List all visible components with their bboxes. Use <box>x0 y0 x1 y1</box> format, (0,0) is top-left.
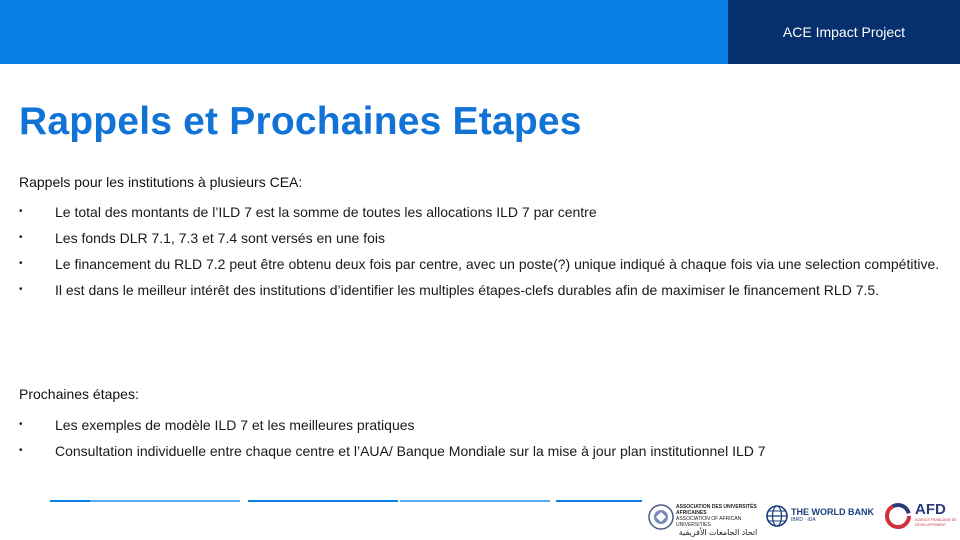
project-label-text: ACE Impact Project <box>782 24 906 40</box>
bullet-icon: • <box>19 232 23 243</box>
reminders-heading: Rappels pour les institutions à plusieurs CEA: <box>19 174 303 190</box>
list-item: • Les exemples de modèle ILD 7 et les meilleures pratiques <box>19 412 944 438</box>
bullet-icon: • <box>19 284 23 295</box>
divider-segment <box>556 500 642 502</box>
list-item: • Il est dans le meilleur intérêt des institutions d’identifier les multiples étapes-clefs durables afin de maximiser le financement RLD 7.5. <box>19 277 944 303</box>
divider-segment <box>400 500 550 502</box>
bullet-icon: • <box>19 419 23 430</box>
afd-logo: AFD AGENCE FRANÇAISE DE DÉVELOPPEMENT <box>884 496 958 536</box>
next-steps-list <box>19 412 944 464</box>
world-bank-logo: THE WORLD BANK IBRD · IDA <box>766 496 878 536</box>
globe-icon <box>766 505 788 527</box>
divider-segment <box>248 500 398 502</box>
next-steps-heading: Prochaines étapes: <box>19 386 139 402</box>
header-bar <box>0 0 960 64</box>
project-label <box>728 0 960 64</box>
bullet-icon: • <box>19 258 23 269</box>
list-item: • Le total des montants de l’ILD 7 est la somme de toutes les allocations ILD 7 par centre <box>19 199 944 225</box>
divider-segment <box>90 500 240 502</box>
list-item: • Les fonds DLR 7.1, 7.3 et 7.4 sont versés en une fois <box>19 225 944 251</box>
bullet-icon: • <box>19 445 23 456</box>
reminders-list <box>19 199 944 303</box>
afd-ring-icon <box>884 502 912 530</box>
divider-segment <box>50 500 90 502</box>
list-item: • Consultation individuelle entre chaque centre et l’AUA/ Banque Mondiale sur la mise à jour plan institutionnel ILD 7 <box>19 438 944 464</box>
page-title: Rappels et Prochaines Etapes <box>19 100 582 143</box>
bullet-icon: • <box>19 206 23 217</box>
aau-emblem-icon <box>648 504 674 530</box>
aau-logo: ASSOCIATION DES UNIVERSITÉS AFRICAINES ASSOCIATION OF AFRICAN UNIVERSITIES اتحاد الجامعات الأفريقية <box>648 496 760 536</box>
list-item: • Le financement du RLD 7.2 peut être obtenu deux fois par centre, avec un poste(?) unique indiqué à chaque fois via une selection compétitive. <box>19 251 944 277</box>
